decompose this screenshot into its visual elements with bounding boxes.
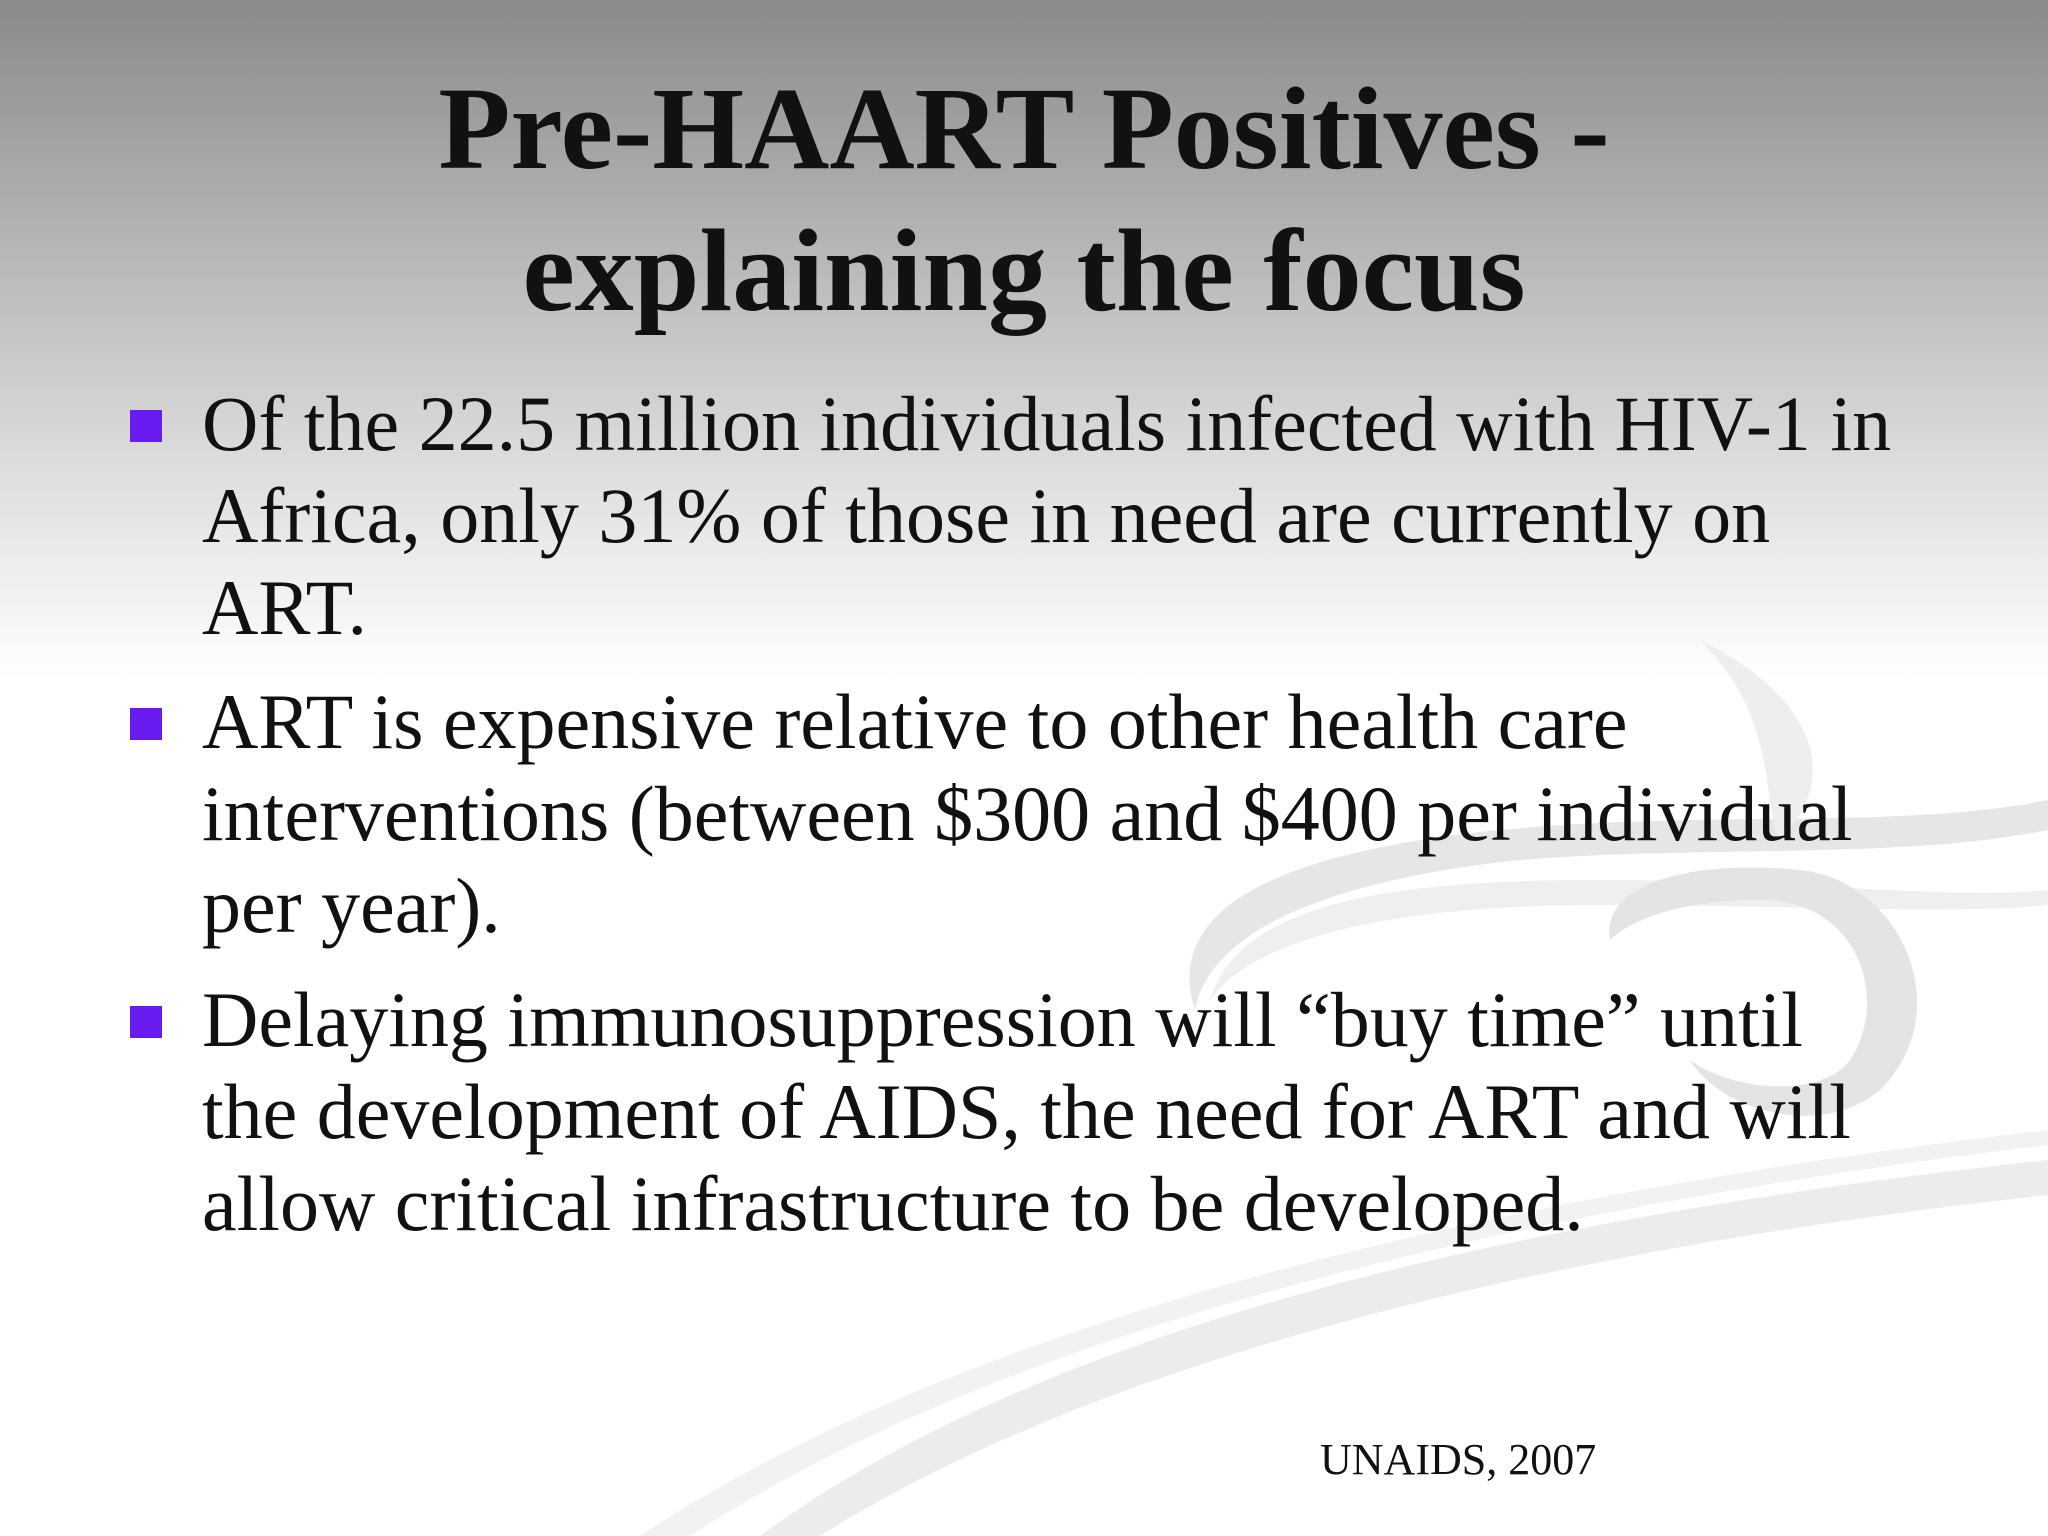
square-bullet-icon [130,410,162,442]
bullet-item-3 [130,974,1910,1250]
slide-title-line-1: Pre-HAART Positives - [438,63,1610,194]
bullet-text-1: Of the 22.5 million individuals infected with HIV-1 in Africa, only 31% of those in need are currently on ART. [202,380,1892,651]
citation: UNAIDS, 2007 [1320,1435,1597,1484]
square-bullet-icon [130,708,162,740]
bullet-text-3: Delaying immunosuppression will “buy time” until the development of AIDS, the need for ART and will allow critical infrastructure to be developed. [202,976,1851,1247]
bullet-list [130,378,1910,1272]
bullet-text-2: ART is expensive relative to other health care interventions (between $300 and $400 per individual per year). [202,678,1853,949]
bullet-item-1 [130,378,1910,654]
slide-title-line-2: explaining the focus [522,205,1526,336]
slide-title [0,58,2048,342]
bullet-item-2 [130,676,1910,952]
square-bullet-icon [130,1006,162,1038]
